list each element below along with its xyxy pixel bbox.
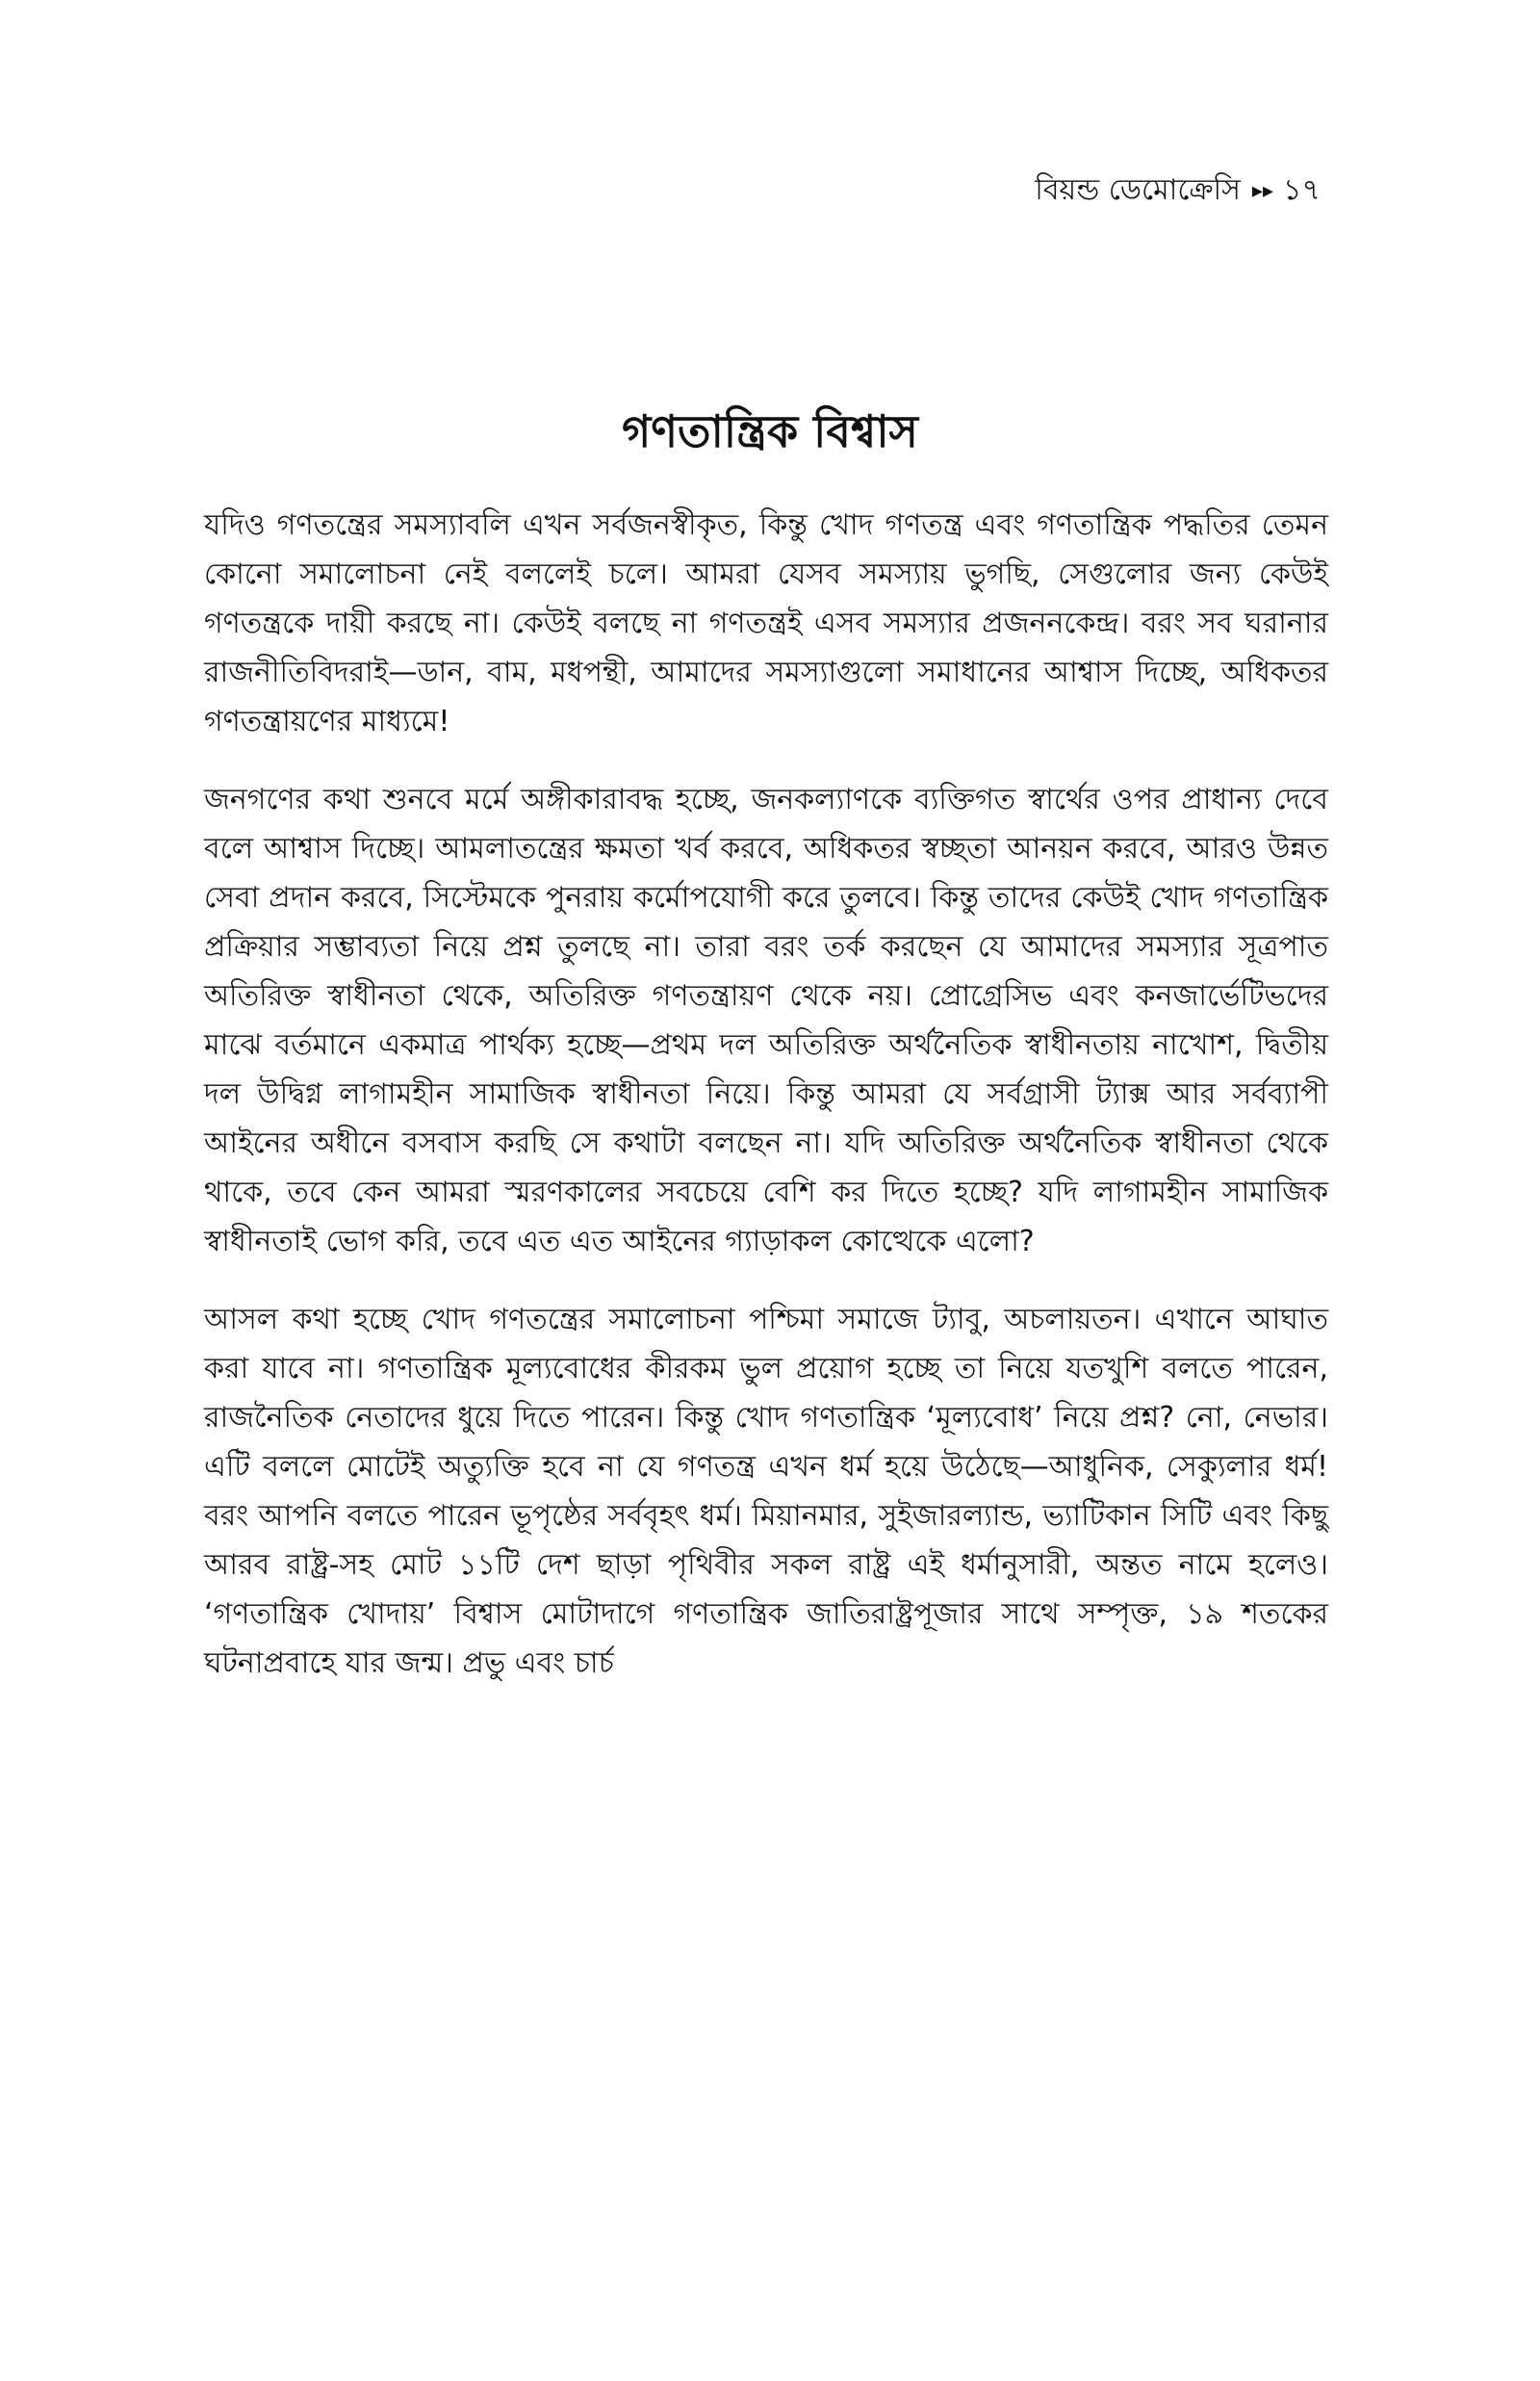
paragraph-2: জনগণের কথা শুনবে মর্মে অঙ্গীকারাবদ্ধ হচ্ছে, জনকল্যাণকে ব্যক্তিগত স্বার্থের ওপর প্রাধান্য দেবে বলে আশ্বাস দিচ্ছে। আমলাতন্ত্রের ক্ষমতা খর্ব করবে, অধিকতর স্বচ্ছতা আনয়ন করবে, আরও উন্নত সেবা প্রদান করবে, সিস্টেমকে পুনরায় কর্মোপযোগী করে তুলবে। কিন্তু তাদের কেউই খোদ গণতান্ত্রিক প্রক্রিয়ার সম্ভাব্যতা নিয়ে প্রশ্ন তুলছে না। তারা বরং তর্ক করছেন যে আমাদের সমস্যার সূত্রপাত অতিরিক্ত স্বাধীনতা থেকে, অতিরিক্ত গণতন্ত্রায়ণ থেকে নয়। প্রোগ্রেসিভ এবং কনজার্ভেটিভদের মাঝে বর্তমানে একমাত্র পার্থক্য হচ্ছে—প্রথম দল অতিরিক্ত অর্থনৈতিক স্বাধীনতায় নাখোশ, দ্বিতীয় দল উদ্বিগ্ন লাগামহীন সামাজিক স্বাধীনতা নিয়ে। কিন্তু আমরা যে সর্বগ্রাসী ট্যাক্স আর সর্বব্যাপী আইনের অধীনে বসবাস করছি সে কথাটা বলছেন না। যদি অতিরিক্ত অর্থনৈতিক স্বাধীনতা থেকে থাকে, তবে কেন আমরা স্মরণকালের সবচেয়ে বেশি কর দিতে হচ্ছে? যদি লাগামহীন সামাজিক স্বাধীনতাই ভোগ করি, তবে এত এত আইনের গ্যাড়াকল কোত্থেকে এলো?: [204, 783, 1328, 1258]
running-header: [1035, 171, 1321, 211]
paragraph-3: আসল কথা হচ্ছে খোদ গণতন্ত্রের সমালোচনা পশ্চিমা সমাজে ট্যাবু, অচলায়তন। এখানে আঘাত করা যাবে না। গণতান্ত্রিক মূল্যবোধের কীরকম ভুল প্রয়োগ হচ্ছে তা নিয়ে যতখুশি বলতে পারেন, রাজনৈতিক নেতাদের ধুয়ে দিতে পারেন। কিন্তু খোদ গণতান্ত্রিক ‘মূল্যবোধ’ নিয়ে প্রশ্ন? নো, নেভার। এটি বললে মোটেই অত্যুক্তি হবে না যে গণতন্ত্র এখন ধর্ম হয়ে উঠেছে—আধুনিক, সেক্যুলার ধর্ম! বরং আপনি বলতে পারেন ভূপৃষ্ঠের সর্ববৃহৎ ধর্ম। মিয়ানমার, সুইজারল্যান্ড, ভ্যাটিকান সিটি এবং কিছু আরব রাষ্ট্র-সহ মোট ১১টি দেশ ছাড়া পৃথিবীর সকল রাষ্ট্র এই ধর্মানুসারী, অন্তত নামে হলেও। ‘গণতান্ত্রিক খোদায়’ বিশ্বাস মোটাদাগে গণতান্ত্রিক জাতিরাষ্ট্রপূজার সাথে সম্পৃক্ত, ১৯ শতকের ঘটনাপ্রবাহে যার জন্ম। প্রভু এবং চার্চ: [204, 1303, 1328, 1680]
chapter-title: গণতান্ত্রিক বিশ্বাস: [622, 405, 918, 457]
running-header-title: বিয়ন্ড ডেমোক্রেসি: [1035, 173, 1241, 207]
double-arrow-icon: ▸▸: [1251, 179, 1274, 203]
page-number: ১৭: [1283, 173, 1321, 207]
paragraph-1: যদিও গণতন্ত্রের সমস্যাবলি এখন সর্বজনস্বীকৃত, কিন্তু খোদ গণতন্ত্র এবং গণতান্ত্রিক পদ্ধতির তেমন কোনো সমালোচনা নেই বললেই চলে। আমরা যেসব সমস্যায় ভুগছি, সেগুলোর জন্য কেউই গণতন্ত্রকে দায়ী করছে না। কেউই বলছে না গণতন্ত্রই এসব সমস্যার প্রজননকেন্দ্র। বরং সব ঘরানার রাজনীতিবিদরাই—ডান, বাম, মধপন্থী, আমাদের সমস্যাগুলো সমাধানের আশ্বাস দিচ্ছে, অধিকতর গণতন্ত্রায়ণের মাধ্যমে!: [204, 508, 1328, 738]
body-text: [204, 501, 1328, 1717]
